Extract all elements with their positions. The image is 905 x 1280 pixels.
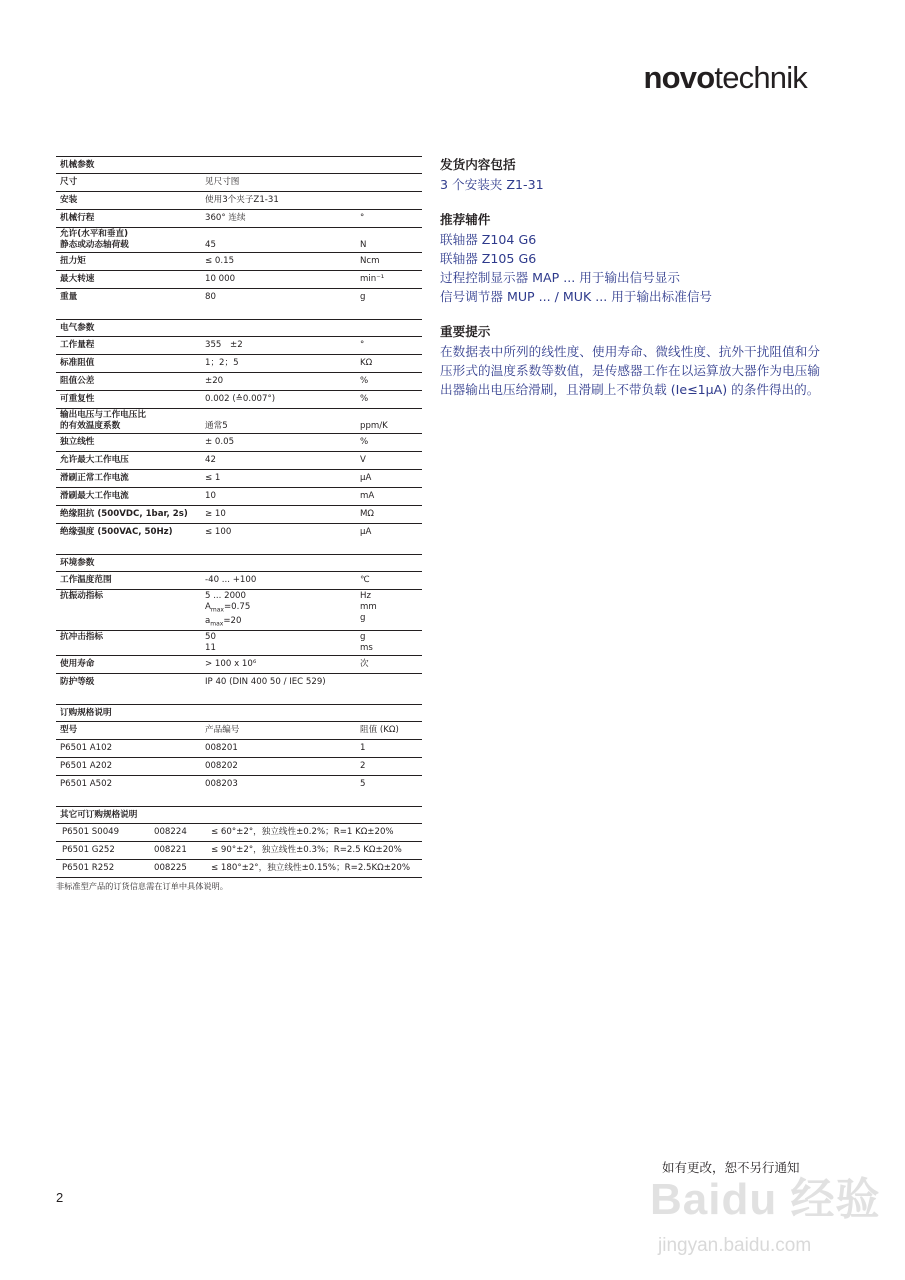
row-value: > 100 x 10⁶ (205, 659, 257, 670)
row-label: 尺寸 (60, 177, 78, 187)
row-value: 50 11 (205, 632, 216, 654)
ordering-section (56, 704, 422, 793)
table-row (56, 451, 422, 469)
table-row (56, 523, 422, 541)
header-resistance: 阻值 (KΩ) (360, 725, 399, 736)
spec-tables (56, 156, 422, 892)
row-label: 工作量程 (60, 340, 95, 350)
section-title: 其它可订购规格说明 (60, 810, 138, 821)
accessory-line: 联轴器 Z104 G6 (440, 232, 537, 247)
row-label: 抗冲击指标 (60, 632, 103, 643)
row-unit: MΩ (360, 509, 374, 519)
table-row (56, 673, 422, 691)
table-row (56, 354, 422, 372)
section-title: 电气参数 (60, 323, 95, 333)
row-value: IP 40 (DIN 400 50 / IEC 529) (205, 677, 326, 688)
row-unit: g (360, 292, 366, 302)
table-row (56, 336, 422, 354)
electrical-rows (56, 336, 422, 541)
row-value: 008201 (205, 743, 238, 754)
row-label: 使用寿命 (60, 659, 95, 670)
row-value: ± 0.05 (205, 437, 235, 447)
row-label: 安装 (60, 195, 78, 205)
row-label: P6501 A202 (60, 761, 113, 772)
row-value: 0.002 (≙0.007°) (205, 394, 276, 404)
table-row (56, 288, 422, 306)
info-column (440, 155, 820, 399)
row-unit: Hz mm g (360, 591, 377, 623)
accessory-line: 过程控制显示器 MAP ... 用于输出信号显示 (440, 270, 681, 285)
row-value: 45 (205, 240, 216, 250)
table-row (56, 390, 422, 408)
row-unit (356, 192, 422, 209)
environment-rows (56, 571, 422, 691)
row-unit: % (360, 437, 369, 447)
accessory-line: 信号调节器 MUP ... / MUK ... 用于输出标准信号 (440, 289, 713, 304)
row-unit: 2 (360, 761, 366, 772)
row-value: 通常5 (205, 421, 228, 431)
baidu-watermark (650, 1163, 881, 1256)
row-unit (356, 174, 422, 191)
section-title: 订购规格说明 (60, 708, 112, 719)
row-label: 可重复性 (60, 394, 95, 404)
delivery-line: 3 个安装夹 Z1-31 (440, 177, 544, 192)
row-unit: ° (360, 213, 365, 223)
row-value: 5 ... 2000 $A_{max}=0.75$ $a_{max}=20$ (205, 591, 251, 628)
table-row (56, 372, 422, 390)
row-value: 42 (205, 455, 216, 465)
row-label: 允许最大工作电压 (60, 455, 129, 465)
row-label: 滑刷正常工作电流 (60, 473, 129, 483)
row-label: 标准阻值 (60, 358, 95, 368)
row-label: 防护等级 (60, 677, 95, 688)
table-row (56, 655, 422, 673)
row-label: 工作温度范围 (60, 575, 112, 585)
table-row (56, 191, 422, 209)
row-label: 扭力矩 (60, 256, 86, 266)
accessory-line: 联轴器 Z105 G6 (440, 251, 537, 266)
mechanical-rows (56, 173, 422, 306)
important-text: 在数据表中所列的线性度、使用寿命、微线性度、抗外干扰阻值和分压形式的温度系数等数值，是传感器工作在以运算放大器作为电压输出器输出电压给滑刷，且滑刷上不带负载 (Ie≤1μA) 的条件得出的。 (440, 344, 820, 397)
row-label: 独立线性 (60, 437, 95, 447)
row-unit: 1 (360, 743, 366, 754)
row-unit: ℃ (360, 575, 370, 585)
table-row (56, 571, 422, 589)
electrical-section (56, 319, 422, 541)
row-value: 见尺寸图 (205, 177, 240, 187)
row-unit: min⁻¹ (360, 274, 385, 284)
row-label: 阻值公差 (60, 376, 95, 386)
row-unit: 5 (360, 779, 366, 790)
row-label: 机械行程 (60, 213, 95, 223)
header-product-no: 产品编号 (205, 725, 240, 736)
table-row (56, 859, 422, 877)
table-row (56, 757, 422, 775)
row-label: 输出电压与工作电压比 的有效温度系数 (60, 410, 146, 431)
row-label: 绝缘阻抗 (500VDC, 1bar, 2s) (60, 509, 188, 519)
table-row (56, 823, 422, 841)
row-product-no: 008225 (154, 863, 187, 874)
row-type: P6501 R252 (62, 863, 115, 874)
table-row (56, 408, 422, 433)
nonstandard-note: 非标准型产品的订货信息需在订单中具体说明。 (56, 881, 228, 892)
table-row (56, 173, 422, 191)
change-notice: 如有更改，恕不另行通知 (662, 1160, 800, 1175)
row-spec: ≤ 60°±2°，独立线性±0.2%；R=1 KΩ±20% (211, 827, 394, 838)
table-row (56, 841, 422, 859)
section-title: 机械参数 (60, 160, 95, 170)
table-row (56, 469, 422, 487)
other-section (56, 806, 422, 892)
row-unit: N (360, 240, 367, 250)
row-label: 绝缘强度 (500VAC, 50Hz) (60, 527, 173, 537)
table-row (56, 227, 422, 252)
row-product-no: 008221 (154, 845, 187, 856)
section-title: 环境参数 (60, 558, 95, 568)
header-type: 型号 (60, 725, 78, 736)
row-label: 重量 (60, 292, 78, 302)
row-value: 008203 (205, 779, 238, 790)
row-value: ≤ 1 (205, 473, 221, 483)
row-value: 1；2；5 (205, 358, 239, 368)
table-row (56, 775, 422, 793)
row-value: 10 000 (205, 274, 236, 284)
table-row (56, 505, 422, 523)
row-label: P6501 A502 (60, 779, 113, 790)
row-value: 80 (205, 292, 216, 302)
accessories-title: 推荐辅件 (440, 212, 491, 227)
row-unit (356, 674, 422, 691)
other-rows (56, 823, 422, 877)
row-value: 008202 (205, 761, 238, 772)
row-label: 滑刷最大工作电流 (60, 491, 129, 501)
table-row (56, 252, 422, 270)
row-unit: mA (360, 491, 375, 501)
page-number: 2 (56, 1190, 64, 1205)
row-unit: μA (360, 473, 372, 483)
row-value: -40 ... +100 (205, 575, 257, 585)
row-label: 允许(水平和垂直) 静态或动态轴荷载 (60, 229, 129, 250)
table-row (56, 630, 422, 655)
row-value: ±20 (205, 376, 224, 386)
row-unit: Ncm (360, 256, 380, 266)
table-row (56, 589, 422, 630)
row-unit: % (360, 394, 369, 404)
row-value: 360° 连续 (205, 213, 246, 223)
row-value: ≤ 100 (205, 527, 232, 537)
row-value: 使用3个夹子Z1-31 (205, 195, 279, 205)
row-spec: ≤ 90°±2°，独立线性±0.3%；R=2.5 KΩ±20% (211, 845, 402, 856)
row-unit: ° (360, 340, 365, 350)
row-unit: V (360, 455, 366, 465)
row-value: ≥ 10 (205, 509, 226, 519)
watermark-url: jingyan.baidu.com (658, 1235, 812, 1256)
table-row (56, 270, 422, 288)
important-title: 重要提示 (440, 324, 491, 339)
row-unit: % (360, 376, 369, 386)
row-type: P6501 G252 (62, 845, 115, 856)
row-unit: ppm/K (360, 421, 388, 431)
row-label: P6501 A102 (60, 743, 113, 754)
row-product-no: 008224 (154, 827, 187, 838)
watermark-logo: Baidu 经验 (650, 1175, 881, 1224)
row-label: 最大转速 (60, 274, 95, 284)
table-row (56, 487, 422, 505)
row-spec: ≤ 180°±2°，独立线性±0.15%；R=2.5KΩ±20% (211, 863, 411, 874)
table-row (56, 433, 422, 451)
row-unit: g ms (360, 632, 373, 654)
row-type: P6501 S0049 (62, 827, 120, 838)
novotechnik-logo: novotechnik (643, 60, 807, 95)
delivery-title: 发货内容包括 (440, 157, 516, 172)
row-unit: 次 (360, 659, 369, 670)
table-row (56, 209, 422, 227)
ordering-header-row (56, 721, 422, 739)
mechanical-section (56, 156, 422, 306)
row-value: 355 ±2 (205, 340, 243, 350)
ordering-rows (56, 739, 422, 793)
environment-section (56, 554, 422, 691)
row-unit: μA (360, 527, 372, 537)
row-label: 抗振动指标 (60, 591, 103, 601)
row-unit: KΩ (360, 358, 373, 368)
table-row (56, 739, 422, 757)
row-value: 10 (205, 491, 216, 501)
row-value: ≤ 0.15 (205, 256, 235, 266)
